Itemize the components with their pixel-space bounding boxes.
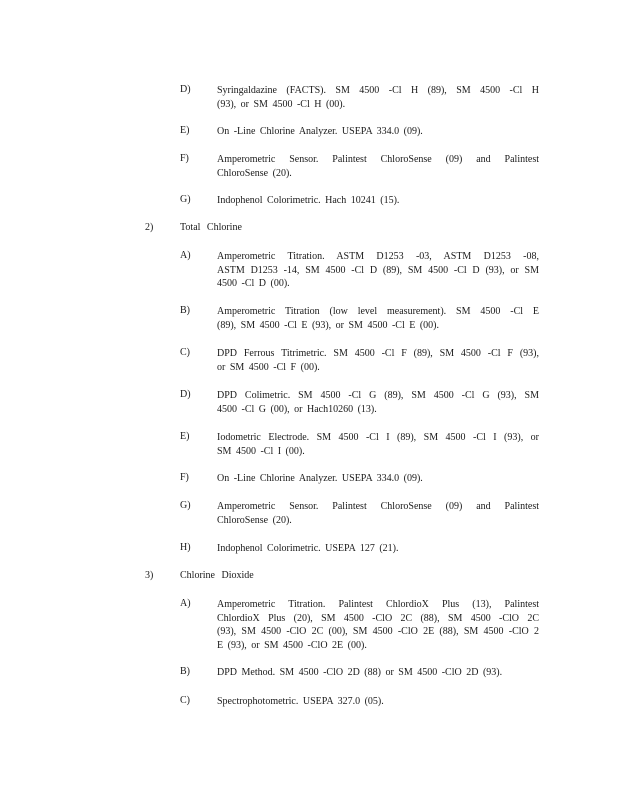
item-text-line: ChlordioX Plus (20), SM 4500 -ClO 2C (88), SM 4500 -ClO 2C <box>217 612 539 624</box>
item-text-line: DPD Ferrous Titrimetric. SM 4500 -Cl F (89), SM 4500 -Cl F (93), <box>217 348 539 359</box>
item-text-line: Amperometric Titration (low level measurement). SM 4500 -Cl E <box>217 306 539 317</box>
item-text-line: Indophenol Colorimetric. USEPA 127 (21). <box>217 543 399 554</box>
item-text-line: (93), or SM 4500 -Cl H (00). <box>217 98 346 110</box>
item-label: C) <box>180 695 190 706</box>
item-label: D) <box>180 389 191 400</box>
item-text-line: or SM 4500 -Cl F (00). <box>217 361 320 373</box>
item-text-line: Spectrophotometric. USEPA 327.0 (05). <box>217 696 384 707</box>
section-title: Total Chlorine <box>180 222 242 233</box>
item-label: F) <box>180 472 189 483</box>
item-text-line: 4500 -Cl G (00), or Hach10260 (13). <box>217 403 377 415</box>
item-text-line: ChloroSense (20). <box>217 167 292 179</box>
item-text-line: Amperometric Titration. Palintest ChlordioX Plus (13), Palintest <box>217 599 539 610</box>
item-text <box>217 125 539 139</box>
item-label: H) <box>180 542 191 553</box>
item-text <box>217 250 539 291</box>
item-text-line: Amperometric Sensor. Palintest ChloroSense (09) and Palintest <box>217 501 539 512</box>
item-text-line: ChloroSense (20). <box>217 514 292 526</box>
item-label: E) <box>180 125 190 136</box>
item-label: B) <box>180 666 190 677</box>
section-number: 3) <box>145 570 154 581</box>
item-label: F) <box>180 153 189 164</box>
item-text-line: On -Line Chlorine Analyzer. USEPA 334.0 (09). <box>217 473 423 484</box>
item-label: G) <box>180 194 191 205</box>
item-text-line: E (93), or SM 4500 -ClO 2E (00). <box>217 639 367 651</box>
item-text-line: Iodometric Electrode. SM 4500 -Cl I (89), SM 4500 -Cl I (93), or <box>217 432 539 443</box>
item-text-line: Indophenol Colorimetric. Hach 10241 (15). <box>217 195 400 206</box>
item-label: A) <box>180 250 191 261</box>
item-text <box>217 542 539 556</box>
item-label: E) <box>180 431 190 442</box>
item-text <box>217 389 539 416</box>
item-label: G) <box>180 500 191 511</box>
item-text-line: (89), SM 4500 -Cl E (93), or SM 4500 -Cl E (00). <box>217 319 439 331</box>
section-title: Chlorine Dioxide <box>180 570 254 581</box>
item-text-line: ASTM D1253 -14, SM 4500 -Cl D (89), SM 4500 -Cl D (93), or SM <box>217 264 539 276</box>
item-text <box>217 598 539 652</box>
item-label: D) <box>180 84 191 95</box>
item-label: A) <box>180 598 191 609</box>
item-text-line: 4500 -Cl D (00). <box>217 278 290 289</box>
item-text <box>217 666 539 680</box>
item-text <box>217 500 539 527</box>
item-text <box>217 695 539 709</box>
item-text <box>217 84 539 111</box>
item-text <box>217 431 539 458</box>
item-text <box>217 153 539 180</box>
item-text-line: Amperometric Sensor. Palintest ChloroSense (09) and Palintest <box>217 154 539 165</box>
item-text <box>217 194 539 208</box>
section-number: 2) <box>145 222 154 233</box>
item-text-line: SM 4500 -Cl I (00). <box>217 445 305 457</box>
item-label: B) <box>180 305 190 316</box>
item-text <box>217 305 539 332</box>
item-text-line: DPD Colimetric. SM 4500 -Cl G (89), SM 4500 -Cl G (93), SM <box>217 390 539 401</box>
item-text <box>217 472 539 486</box>
item-label: C) <box>180 347 190 358</box>
item-text-line: DPD Method. SM 4500 -ClO 2D (88) or SM 4500 -ClO 2D (93). <box>217 667 503 678</box>
item-text-line: Amperometric Titration. ASTM D1253 -03, ASTM D1253 -08, <box>217 251 539 262</box>
item-text <box>217 347 539 374</box>
item-text-line: (93), SM 4500 -ClO 2C (00), SM 4500 -ClO 2E (88), SM 4500 -ClO 2 <box>217 626 539 637</box>
item-text-line: Syringaldazine (FACTS). SM 4500 -Cl H (89), SM 4500 -Cl H <box>217 85 539 96</box>
item-text-line: On -Line Chlorine Analyzer. USEPA 334.0 (09). <box>217 126 423 137</box>
